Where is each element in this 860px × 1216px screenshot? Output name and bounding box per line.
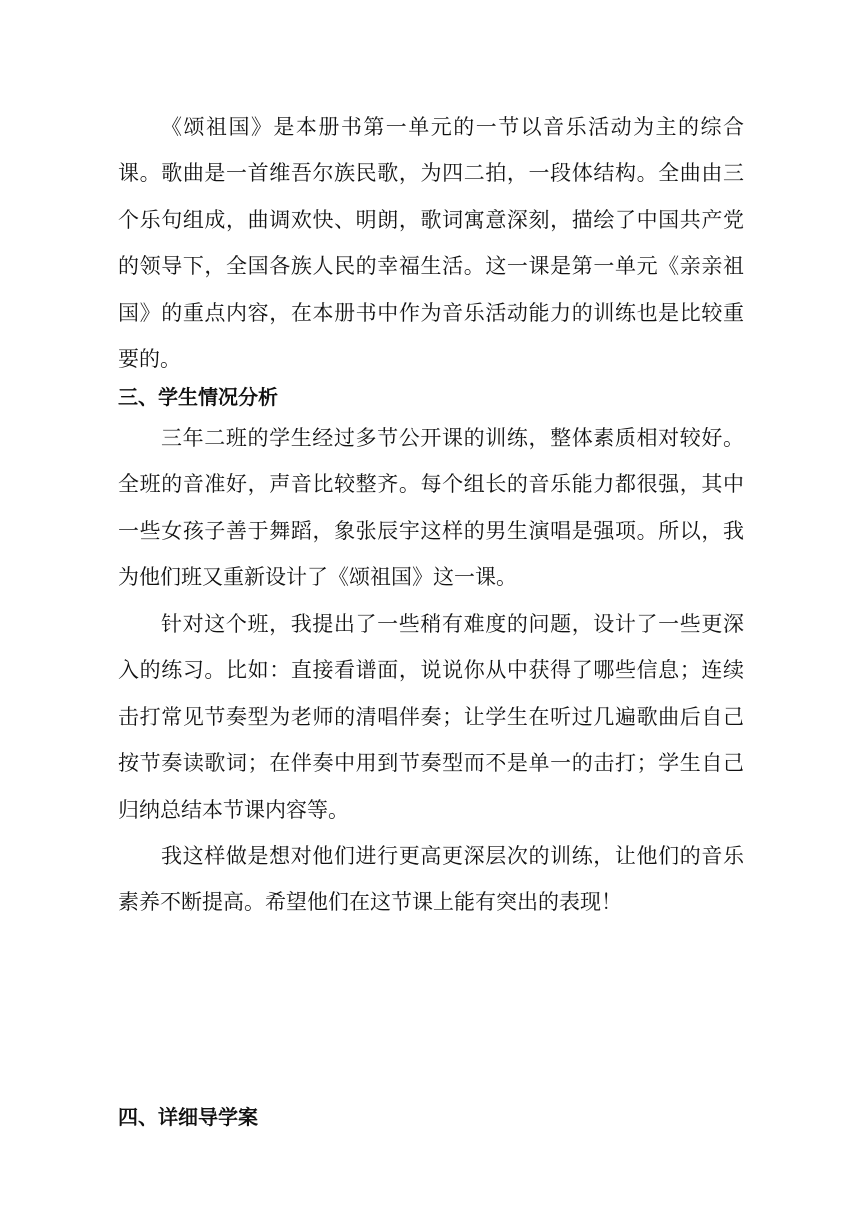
section-heading-student-analysis: 三、学生情况分析 [118,385,278,409]
student-analysis-paragraph: 三年二班的学生经过多节公开课的训练，整体素质相对较好。全班的音准好，声音比较整齐。每个组长的音乐能力都很强，其中一些女孩子善于舞蹈，象张辰宇这样的男生演唱是强项。所以，我为他们班又重新设计了《颂祖国》这一课。 [118,426,744,590]
section-heading-lesson-plan: 四、详细导学案 [118,1105,258,1129]
teaching-design-paragraph: 针对这个班，我提出了一些稍有难度的问题，设计了一些更深入的练习。比如：直接看谱面，说说你从中获得了哪些信息；连续击打常见节奏型为老师的清唱伴奏；让学生在听过几遍歌曲后自己按节奏读歌词；在伴奏中用到节奏型而不是单一的击打；学生自己归纳总结本节课内容等。 [118,612,744,822]
intro-paragraph: 《颂祖国》是本册书第一单元的一节以音乐活动为主的综合课。歌曲是一首维吾尔族民歌，为四二拍，一段体结构。全曲由三个乐句组成，曲调欢快、明朗，歌词寓意深刻，描绘了中国共产党的领导下，全国各族人民的幸福生活。这一课是第一单元《亲亲祖国》的重点内容，在本册书中作为音乐活动能力的训练也是比较重要的。 [118,115,744,372]
closing-paragraph: 我这样做是想对他们进行更高更深层次的训练，让他们的音乐素养不断提高。希望他们在这节课上能有突出的表现！ [118,844,744,915]
